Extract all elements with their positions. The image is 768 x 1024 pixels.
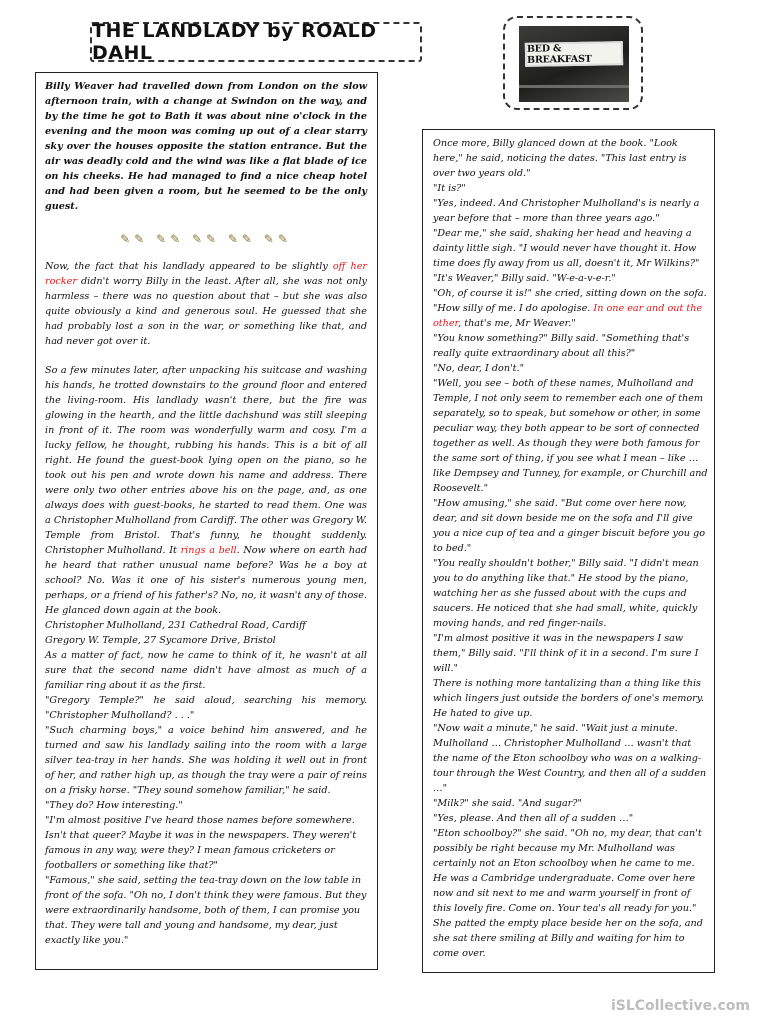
highlight-in-one-ear: In one ear and out the other [433, 303, 703, 329]
paragraph-line: "They do? How interesting." [45, 800, 183, 811]
page-title: THE LANDLADY by ROALD DAHL [92, 20, 377, 64]
dialogue-line: "No, dear, I don't." [433, 363, 525, 374]
title-box [90, 22, 422, 62]
paragraph-line: "Gregory Temple?" he said aloud, searching his memory. "Christopher Mulholland? . . ." [45, 695, 367, 721]
guestbook-entry-mulholland: Christopher Mulholland, 231 Cathedral Road, Cardiff [45, 620, 306, 631]
photo-window-ledge [519, 85, 629, 88]
dialogue-line: "Yes, indeed. And Christopher Mulholland's is nearly a year before that – more than three years ago." [433, 198, 700, 224]
paragraph-guestbook: So a few minutes later, after unpacking his suitcase and washing his hands, he trotted downstairs to the ground floor and entered the living-room. His landlady wasn't there, but the fire was glowing in the hearth, and the little dachshund was still sleeping in front of it. The room was wonderfully warm and cosy. I'm a lucky fellow, he thought, rubbing his hands. This is a bit of all right. He found the guest-book lying open on the piano, so he took out his pen and wrote down his name and address. There were only two other entries above his on the page, and, as one always does with guest-books, he started to read them. One was a Christopher Mulholland from Cardiff. The other was Gregory W. Temple from Bristol. That's funny, he thought suddenly. Christopher Mulholland. It rings a bell. Now where on earth had he heard that rather unusual name before? Was he a boy at school? No. Was it one of his sister's numerous young men, perhaps, or a friend of his father's? No, no, it wasn't any of those. He glanced down again at the book. [45, 365, 368, 616]
highlight-rings-a-bell: rings a bell [180, 545, 237, 556]
dialogue-line: "You really shouldn't bother," Billy said. "I didn't mean you to do anything like that." He stood by the piano, watching her as she fussed about with the cups and saucers. He noticed that she had small, white, quickly moving hands, and red finger-nails. [433, 558, 699, 629]
dialogue-line: "Now wait a minute," he said. "Wait just a minute. Mulholland … Christopher Mulholland … wasn't that the name of the Eton schoolboy who was on a walking-tour through the West Country, and then all of a sudden …" [433, 723, 707, 794]
decorative-divider: ✎✎ ✎✎ ✎✎ ✎✎ ✎✎ [120, 232, 292, 246]
intro-paragraph: Billy Weaver had travelled down from London on the slow afternoon train, with a change at Swindon on the way, and by the time he got to Bath it was about nine o'clock in the evening and the moon was coming up out of a clear starry sky over the houses opposite the station entrance. But the air was deadly cold and the wind was like a flat blade of ice on his cheeks. He had managed to find a nice cheap hotel and had been given a room, but he seemed to be the only guest. [45, 81, 367, 212]
dialogue-line: "I'm almost positive it was in the newspapers I saw them," Billy said. "I'll think of it in a second. I'm sure I will." [433, 633, 699, 674]
dialogue-line: "It's Weaver," Billy said. "W-e-a-v-e-r." [433, 273, 616, 284]
paragraph-line: "Famous," she said, setting the tea-tray down on the low table in front of the sofa. "Oh no, I don't think they were famous. But they were extraordinarily handsome, both of them, I can promise you that. They were tall and young and handsome, my dear, just exactly like you." [45, 875, 367, 946]
dialogue-line: "Well, you see – both of these names, Mulholland and Temple, I not only seem to remember each one of them separately, so to speak, but somehow or other, in some peculiar way, they both appear to be sort of connected together as well. As though they were both famous for the same sort of thing, if you see what I mean – like … like Dempsey and Tunney, for example, or Churchill and Roosevelt." [433, 378, 708, 494]
dialogue-line: "It is?" [433, 183, 466, 194]
dialogue-line: There is nothing more tantalizing than a thing like this which lingers just outside the borders of one's memory. He hated to give up. [433, 678, 704, 719]
paragraph-line: As a matter of fact, now he came to think of it, he wasn't at all sure that the second name didn't have almost as much of a familiar ring about it as the first. [45, 650, 367, 691]
paragraph-landlady: Now, the fact that his landlady appeared to be slightly off her rocker didn't worry Billy in the least. After all, she was not only harmless – there was no question about that – but she was also quite obviously a kind and generous soul. He guessed that she had probably lost a son in the war, or something like that, and had never got over it. [45, 261, 367, 347]
bed-and-breakfast-sign: BED & BREAKFAST [525, 41, 623, 67]
dialogue-line: "How amusing," she said. "But come over here now, dear, and sit down beside me on the sofa and I'll give you a nice cup of tea and a ginger biscuit before you go to bed." [433, 498, 706, 554]
guestbook-entry-temple: Gregory W. Temple, 27 Sycamore Drive, Bristol [45, 635, 276, 646]
dialogue-line: "Yes, please. And then all of a sudden …" [433, 813, 634, 824]
paragraph-line: "I'm almost positive I've heard those names before somewhere. Isn't that queer? Maybe it was in the newspapers. They weren't famous in any way, were they? I mean famous cricketers or footballers or something like that?" [45, 815, 357, 871]
dialogue-line: "You know something?" Billy said. "Something that's really quite extraordinary about all this?" [433, 333, 690, 359]
right-text-column [422, 129, 715, 973]
paragraph-line: "Such charming boys," a voice behind him answered, and he turned and saw his landlady sailing into the room with a large silver tea-tray in her hands. She was holding it well out in front of her, and rather high up, as though the tray were a pair of reins on a frisky horse. "They sound somehow familiar," he said. [45, 725, 367, 796]
dialogue-line: "Eton schoolboy?" she said. "Oh no, my dear, that can't possibly be right because my Mr. Mulholland was certainly not an Eton schoolboy when he came to me. He was a Cambridge undergraduate. Come over here now and sit next to me and warm yourself in front of this lovely fire. Come on. Your tea's all ready for you." She patted the empty place beside her on the sofa, and she sat there smiling at Billy and waiting for him to come over. [433, 828, 703, 959]
site-watermark: iSLCollective.com [610, 998, 750, 1014]
left-text-column [35, 72, 378, 970]
dialogue-line: "Oh, of course it is!" she cried, sitting down on the sofa. "How silly of me. I do apologise. In one ear and out the other, that's me, Mr Weaver." [433, 288, 707, 329]
highlight-off-her-rocker: off her rocker [45, 261, 367, 287]
dialogue-line: "Milk?" she said. "And sugar?" [433, 798, 582, 809]
dialogue-line: "Dear me," she said, shaking her head and heaving a dainty little sigh. "I would never have thought it. How time does fly away from us all, doesn't it, Mr Wilkins?" [433, 228, 700, 269]
image-frame [503, 16, 643, 110]
bed-and-breakfast-photo [519, 26, 629, 102]
dialogue-line: Once more, Billy glanced down at the book. "Look here," he said, noticing the dates. "This last entry is over two years old." [433, 138, 687, 179]
